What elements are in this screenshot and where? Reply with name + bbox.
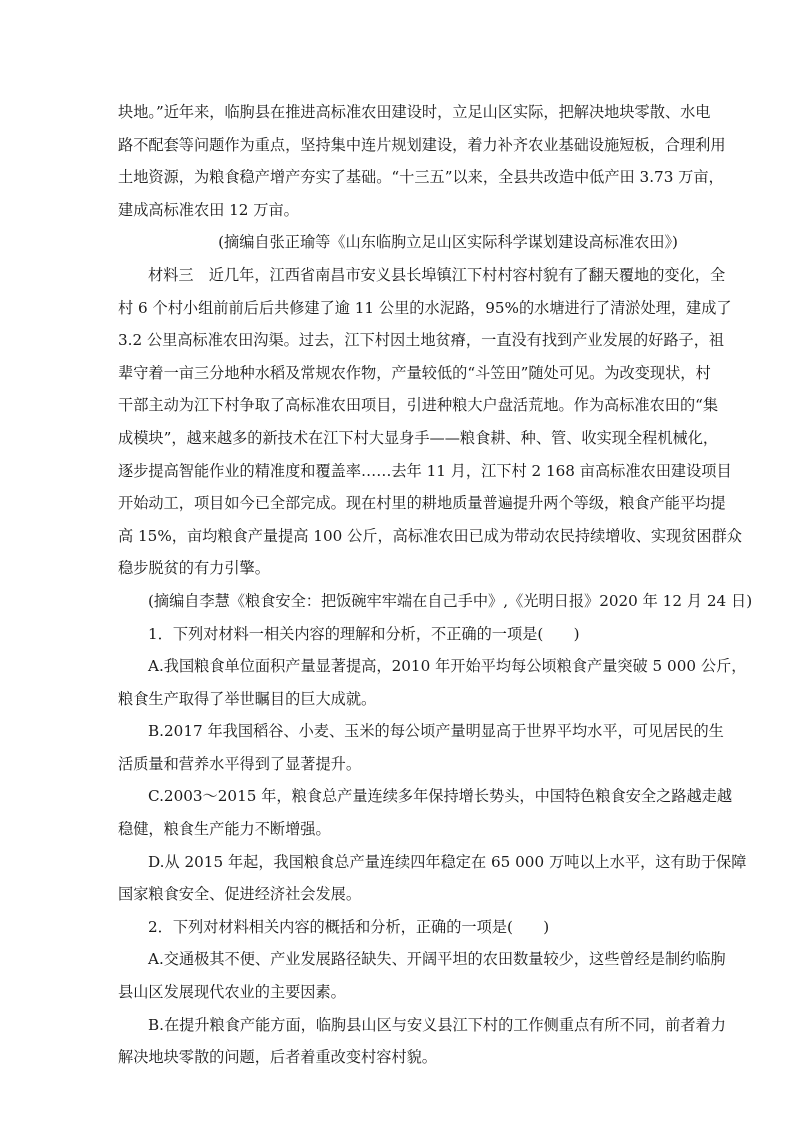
text-line: 村 6 个村小组前前后后共修建了逾 11 公里的水泥路，95%的水塘进行了清淤处理，建成了: [118, 298, 732, 317]
text-line: 成模块”，越来越多的新技术在江下村大显身手——粮食耕、种、管、收实现全程机械化，: [118, 428, 719, 447]
document-page: [118, 96, 753, 1074]
text-line: 解决地块零散的问题，后者着重改变村容村貌。: [118, 1048, 437, 1067]
text-line: 活质量和营养水平得到了显著提升。: [118, 754, 361, 773]
text-line: 土地资源，为粮食稳产增产夯实了基础。“十三五”以来，全县共改造中低产田 3.73 万亩，: [118, 168, 724, 187]
material3-paragraph: [118, 259, 742, 585]
text-line: D.从 2015 年起，我国粮食总产量连续四年稳定在 65 000 万吨以上水平，这有助于保障: [148, 852, 747, 871]
text-line: 开始动工，项目如今已全部完成。现在村里的耕地质量普遍提升两个等级，粮食产能平均提: [118, 494, 726, 513]
question-2: [118, 911, 726, 1074]
material2-tail: [118, 96, 726, 226]
text-line: 稳健，粮食生产能力不断增强。: [118, 820, 331, 839]
option-a: [118, 650, 747, 715]
text-line: 高 15%，亩均粮食产量提高 100 公斤，高标准农田已成为带动农民持续增收、实现贫困群众: [118, 526, 742, 545]
text-line: 辈守着一亩三分地种水稻及常规农作物，产量较低的“斗笠田”随处可见。为改变现状，村: [118, 363, 711, 382]
text-line: C.2003～2015 年，粮食总产量连续多年保持增长势头，中国特色粮食安全之路越走越: [148, 787, 733, 806]
text-line: 逐步提高智能作业的精准度和覆盖率……去年 11 月，江下村 2 168 亩高标准农田建设项目: [118, 461, 732, 480]
option-c: [118, 780, 733, 845]
text-line: B.2017 年我国稻谷、小麦、玉米的每公顷产量明显高于世界平均水平，可见居民的生: [148, 722, 724, 741]
text-line: 块地。”近年来，临朐县在推进高标准农田建设时，立足山区实际，把解决地块零散、水电: [118, 103, 711, 121]
material3-source: (摘编自李慧《粮食安全：把饭碗牢牢端在自己手中》,《光明日报》2020 年 12 月 24 日): [148, 591, 753, 610]
text-line: 粮食生产取得了举世瞩目的巨大成就。: [118, 689, 377, 708]
text-line: 稳步脱贫的有力引擎。: [118, 559, 270, 578]
text-line: A.交通极其不便、产业发展路径缺失、开阔平坦的农田数量较少，这些曾经是制约临朐: [148, 950, 726, 969]
question-1: [118, 618, 747, 911]
text-line: 建成高标准农田 12 万亩。: [118, 200, 299, 219]
text-line: 干部主动为江下村争取了高标准农田项目，引进种粮大户盘活荒地。作为高标准农田的“集: [118, 396, 719, 415]
material2-source: (摘编自张正瑜等《山东临朐立足山区实际科学谋划建设高标准农田》): [218, 233, 678, 252]
text-line: 县山区发展现代农业的主要因素。: [118, 983, 346, 1002]
option-d: [118, 846, 747, 911]
text-line: 路不配套等问题作为重点，坚持集中连片规划建设，着力补齐农业基础设施短板，合理利用: [118, 135, 726, 154]
question-stem: 1．下列对材料一相关内容的理解和分析，不正确的一项是( ): [148, 624, 580, 643]
text-line: B.在提升粮食产能方面，临朐县山区与安义县江下村的工作侧重点有所不同，前者着力: [148, 1015, 726, 1034]
option-a: [118, 943, 726, 1008]
option-b: [118, 715, 724, 780]
question-stem: 2．下列对材料相关内容的概括和分析，正确的一项是( ): [148, 917, 550, 936]
text-line: 材料三 近几年，江西省南昌市安义县长埠镇江下村村容村貌有了翻天覆地的变化，全: [148, 265, 726, 284]
text-line: 3.2 公里高标准农田沟渠。过去，江下村因土地贫瘠，一直没有找到产业发展的好路子，祖: [118, 331, 725, 350]
text-line: A.我国粮食单位面积产量显著提高，2010 年开始平均每公顷粮食产量突破 5 000 公斤，: [148, 657, 747, 676]
text-line: 国家粮食安全、促进经济社会发展。: [118, 885, 361, 904]
option-b: [118, 1009, 726, 1074]
